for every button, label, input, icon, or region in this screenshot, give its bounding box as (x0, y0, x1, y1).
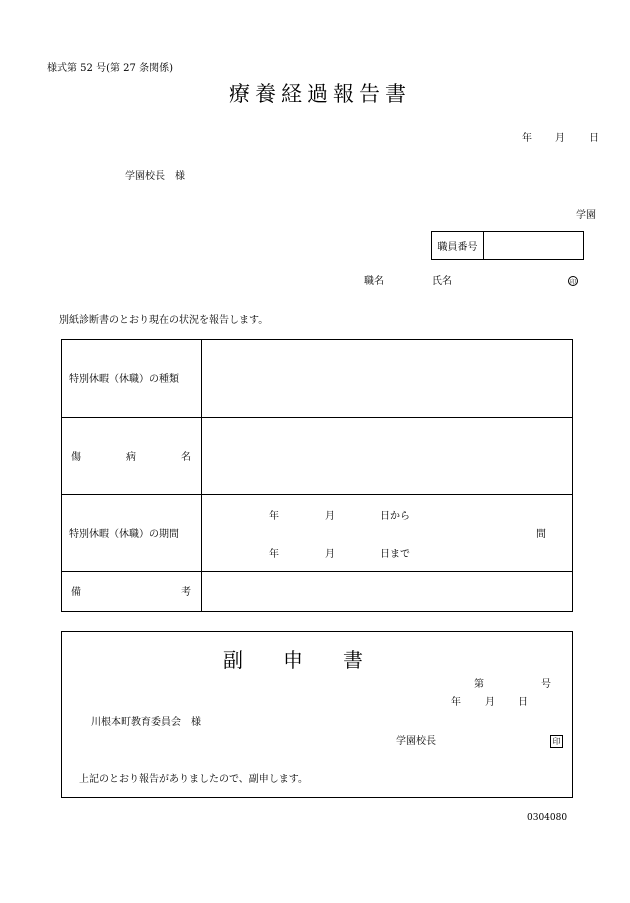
table-row-divider (62, 494, 572, 495)
report-table (61, 339, 573, 612)
position-label: 職名 (364, 276, 384, 287)
principal-seal-mark: 印 (550, 735, 563, 748)
disease-name-field[interactable] (202, 418, 572, 494)
period-from-day: 日から (380, 511, 410, 522)
date-day: 日 (589, 133, 599, 144)
disease-label-char: 名 (181, 452, 191, 463)
sub-date-year: 年 (451, 697, 461, 708)
period-from-month: 月 (325, 511, 335, 522)
period-to-day: 日まで (380, 549, 410, 560)
sub-addressee: 川根本町教育委員会 様 (91, 717, 201, 728)
sub-number-prefix: 第 (474, 679, 484, 690)
date-month: 月 (555, 133, 565, 144)
leave-type-field[interactable] (202, 340, 572, 417)
principal-label: 学園校長 (396, 736, 436, 747)
intro-text: 別紙診断書のとおり現在の状況を報告します。 (59, 315, 269, 326)
date-year: 年 (522, 133, 532, 144)
form-number: 様式第 52 号(第 27 条関係) (47, 63, 173, 74)
sub-date-day: 日 (518, 697, 528, 708)
disease-label-char: 病 (126, 452, 136, 463)
period-to-month: 月 (325, 549, 335, 560)
sub-application-title: 副 申 書 (223, 648, 363, 672)
seal-mark: 印 (568, 276, 578, 286)
doc-code: 0304080 (527, 813, 568, 823)
sub-number-suffix: 号 (541, 679, 551, 690)
period-label: 特別休暇（休職）の期間 (69, 529, 179, 540)
sub-body-text: 上記のとおり報告がありましたので、副申します。 (79, 774, 308, 785)
remarks-label-char: 考 (181, 587, 191, 598)
addressee: 学園校長 様 (125, 171, 185, 182)
sub-date-month: 月 (485, 697, 495, 708)
disease-label-char: 傷 (71, 452, 81, 463)
remarks-field[interactable] (202, 572, 572, 611)
school-suffix: 学園 (576, 210, 596, 221)
page-title: 療養経過報告書 (229, 82, 411, 106)
period-from-year: 年 (269, 511, 279, 522)
period-between: 間 (536, 529, 546, 540)
remarks-label-char: 備 (71, 587, 81, 598)
staff-number-field[interactable] (485, 232, 583, 259)
leave-type-label: 特別休暇（休職）の種類 (69, 374, 179, 385)
staff-number-box (431, 231, 584, 260)
staff-number-label: 職員番号 (432, 232, 484, 259)
name-label: 氏名 (432, 276, 452, 287)
period-to-year: 年 (269, 549, 279, 560)
